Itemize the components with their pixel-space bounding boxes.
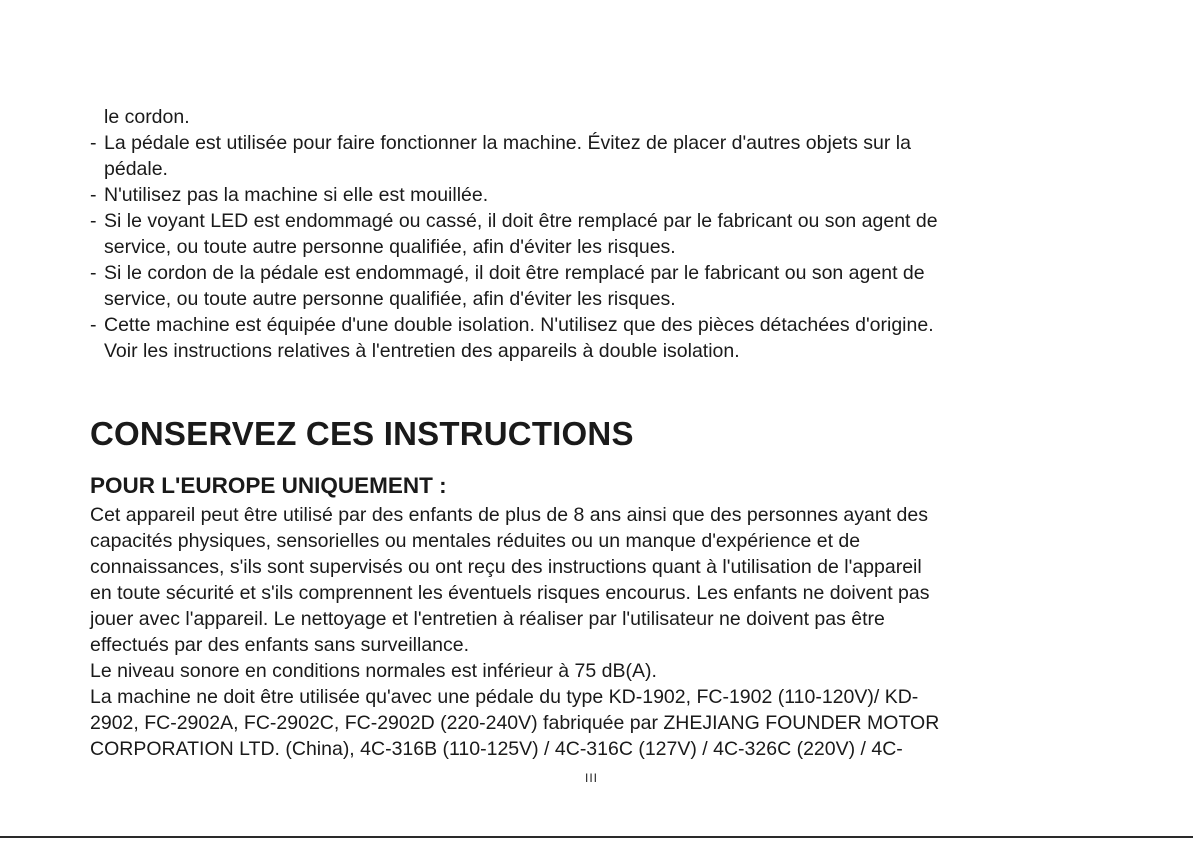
bullet-line: Cette machine est équipée d'une double isolation. N'utilisez que des pièces détachées d'origine.: [104, 314, 934, 336]
continuation-text: le cordon.: [104, 106, 190, 128]
bullet-led-damage: [90, 208, 1100, 260]
body-line: jouer avec l'appareil. Le nettoyage et l'entretien à réaliser par l'utilisateur ne doivent pas être: [90, 608, 885, 630]
bullet-double-insulation: [90, 312, 1100, 364]
bullet-line: La pédale est utilisée pour faire fonctionner la machine. Évitez de placer d'autres objets sur la: [104, 132, 911, 154]
section-subheading: POUR L'EUROPE UNIQUEMENT :: [90, 473, 447, 498]
section-heading: CONSERVEZ CES INSTRUCTIONS: [90, 415, 634, 452]
bullet-dash: -: [90, 184, 97, 206]
bullet-line: N'utilisez pas la machine si elle est mouillée.: [104, 184, 489, 206]
bullet-line: pédale.: [104, 158, 168, 180]
body-line: Le niveau sonore en conditions normales est inférieur à 75 dB(A).: [90, 660, 657, 682]
bullet-line: Si le cordon de la pédale est endommagé, il doit être remplacé par le fabricant ou son agent de: [104, 262, 925, 284]
bullet-dash: -: [90, 262, 97, 284]
safety-bullet-list: [90, 130, 1100, 364]
bullet-wet-machine: [90, 182, 1100, 208]
body-line: en toute sécurité et s'ils comprennent les éventuels risques encourus. Les enfants ne doivent pas: [90, 582, 930, 604]
body-line: Cet appareil peut être utilisé par des enfants de plus de 8 ans ainsi que des personnes ayant des: [90, 504, 928, 526]
bullet-line: Voir les instructions relatives à l'entretien des appareils à double isolation.: [104, 340, 740, 362]
europe-body-paragraph: [90, 502, 1100, 762]
bullet-line: service, ou toute autre personne qualifiée, afin d'éviter les risques.: [104, 236, 676, 258]
bullet-line: service, ou toute autre personne qualifiée, afin d'éviter les risques.: [104, 288, 676, 310]
bullet-dash: -: [90, 132, 97, 154]
bullet-dash: -: [90, 314, 97, 336]
bullet-dash: -: [90, 210, 97, 232]
body-line: 2902, FC-2902A, FC-2902C, FC-2902D (220-240V) fabriquée par ZHEJIANG FOUNDER MOTOR: [90, 712, 940, 734]
body-line: effectués par des enfants sans surveillance.: [90, 634, 470, 656]
bullet-pedal-use: [90, 130, 1100, 182]
body-line: capacités physiques, sensorielles ou mentales réduites ou un manque d'expérience et de: [90, 530, 861, 552]
body-line: La machine ne doit être utilisée qu'avec une pédale du type KD-1902, FC-1902 (110-120V)/ KD-: [90, 686, 919, 708]
body-line: CORPORATION LTD. (China), 4C-316B (110-125V) / 4C-316C (127V) / 4C-326C (220V) / 4C-: [90, 738, 903, 760]
bullet-pedal-cord-damage: [90, 260, 1100, 312]
bullet-line: Si le voyant LED est endommagé ou cassé, il doit être remplacé par le fabricant ou son agent de: [104, 210, 938, 232]
body-line: connaissances, s'ils sont supervisés ou ont reçu des instructions quant à l'utilisation de l'appareil: [90, 556, 922, 578]
bottom-divider: [0, 836, 1193, 838]
page-number: III: [585, 771, 599, 785]
